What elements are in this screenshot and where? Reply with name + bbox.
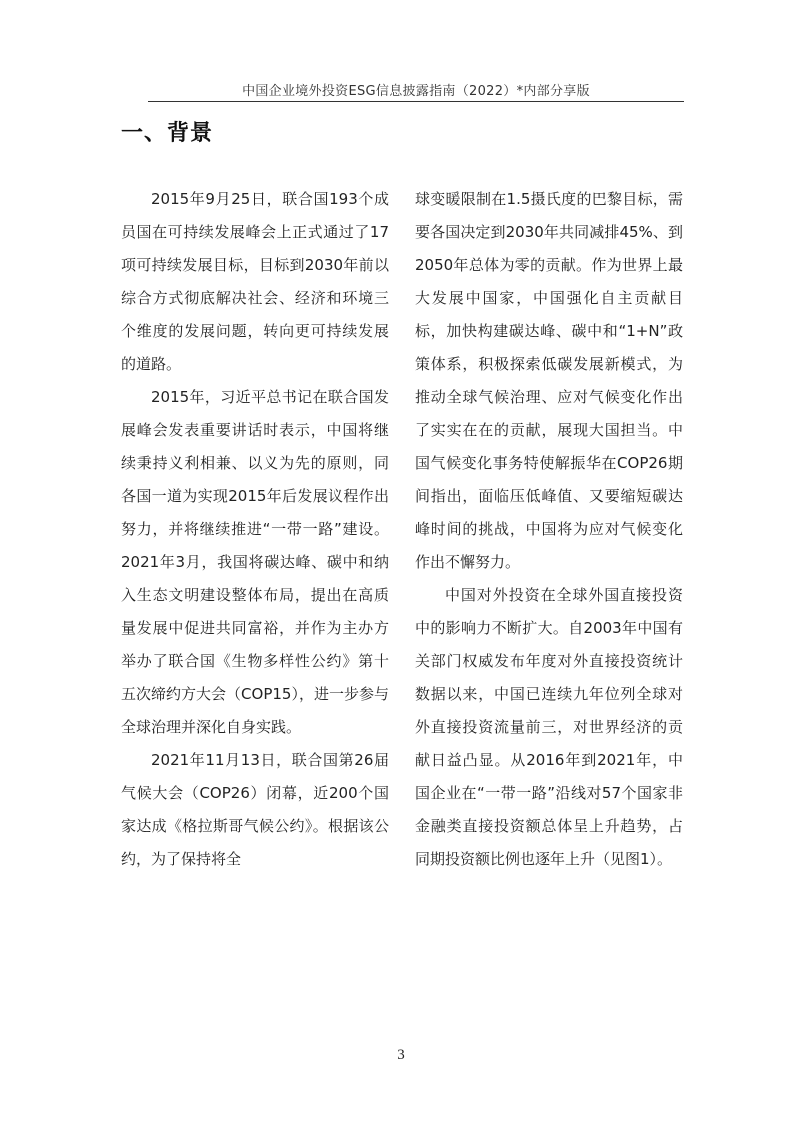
paragraph-sdg-adoption: 2015年9月25日，联合国193个成员国在可持续发展峰会上正式通过了17项可持续发展目标，目标到2030年前以综合方式彻底解决社会、经济和环境三个维度的发展问题，转向更可持续发展的道路。 [121, 190, 389, 373]
running-header: 中国企业境外投资ESG信息披露指南（2022）*内部分享版 [242, 84, 590, 99]
paragraph-cop26-continued: 球变暖限制在1.5摄氏度的巴黎目标，需要各国决定到2030年共同减排45%、到2050年总体为零的贡献。作为世界上最大发展中国家，中国强化自主贡献目标，加快构建碳达峰、碳中和“1+N”政策体系，积极探索低碳发展新模式，为推动全球气候治理、应对气候变化作出了实实在在的贡献，展现大国担当。中国气候变化事务特使解振华在COP26期间指出，面临压低峰值、又要缩短碳达峰时间的挑战，中国将为应对气候变化作出不懈努力。 [415, 190, 683, 571]
paragraph-cop26-start: 2021年11月13日，联合国第26届气候大会（COP26）闭幕，近200个国家达成《格拉斯哥气候公约》。根据该公约，为了保持将全 [121, 751, 389, 868]
paragraph-outbound-investment: 中国对外投资在全球外国直接投资中的影响力不断扩大。自2003年中国有关部门权威发布年度对外直接投资统计数据以来，中国已连续九年位列全球对外直接投资流量前三，对世界经济的贡献日益凸显。从2016年到2021年，中国企业在“一带一路”沿线对57个国家非金融类直接投资额总体呈上升趋势，占同期投资额比例也逐年上升（见图1）。 [415, 586, 683, 868]
right-text-column [415, 183, 683, 876]
page-number: 3 [397, 1047, 405, 1063]
section-title: 一、背景 [121, 121, 214, 146]
left-text-column [121, 183, 389, 876]
paragraph-china-commitment: 2015年，习近平总书记在联合国发展峰会发表重要讲话时表示，中国将继续秉持义利相兼、以义为先的原则，同各国一道为实现2015年后发展议程作出努力，并将继续推进“一带一路”建设。 2021年3月，我国将碳达峰、碳中和纳入生态文明建设整体布局，提出在高质量发展中促进共同富裕，并作为主办方举办了联合国《生物多样性公约》第十五次缔约方大会（COP15），进一步参与全球治理并深化自身实践。 [121, 388, 389, 736]
header-divider [148, 101, 684, 102]
